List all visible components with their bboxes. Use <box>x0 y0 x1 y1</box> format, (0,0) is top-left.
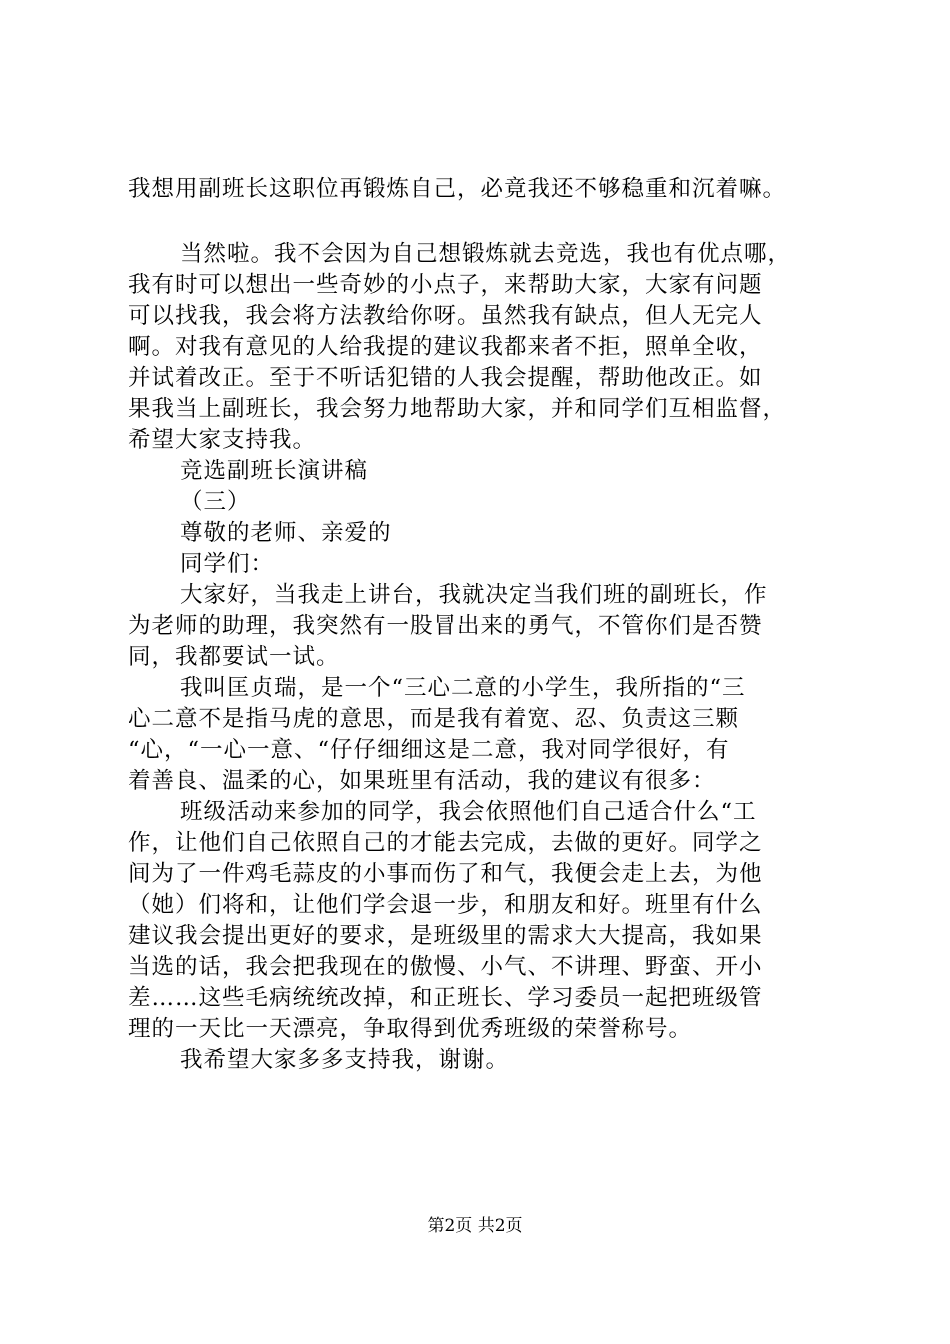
first-line-block <box>128 174 848 205</box>
text-line: 为老师的助理，我突然有一股冒出来的勇气，不管你们是否赞 <box>128 613 763 639</box>
text-line: 当然啦。我不会因为自己想锻炼就去竞选，我也有优点哪， <box>180 241 792 267</box>
text-line: 建议我会提出更好的要求，是班级里的需求大大提高，我如果 <box>128 923 763 949</box>
text-line: 同，我都要试一试。 <box>128 644 340 670</box>
section-number: （三） <box>180 489 251 515</box>
text-line: 可以找我，我会将方法教给你呀。虽然我有缺点，但人无完人 <box>128 303 763 329</box>
text-line: 我叫匡贞瑞，是一个“三心二意的小学生，我所指的“三 <box>180 675 746 701</box>
text-line: 并试着改正。至于不听话犯错的人我会提醒，帮助他改正。如 <box>128 365 763 391</box>
salutation: 尊敬的老师、亲爱的 <box>180 520 392 546</box>
text-line: （她）们将和，让他们学会退一步，和朋友和好。班里有什么 <box>128 892 763 918</box>
closing-line: 我希望大家多多支持我，谢谢。 <box>180 1047 510 1073</box>
text-line: 我有时可以想出一些奇妙的小点子，来帮助大家，大家有问题 <box>128 272 763 298</box>
text-line: 希望大家支持我。 <box>128 427 317 453</box>
page-footer <box>0 1214 950 1238</box>
text-line: “心，“一心一意、“仔仔细细这是二意，我对同学很好，有 <box>128 737 730 763</box>
body-text <box>128 239 848 1076</box>
text-line: 着善良、温柔的心，如果班里有活动，我的建议有很多： <box>128 768 716 794</box>
text-line: 班级活动来参加的同学，我会依照他们自己适合什么“工 <box>180 799 757 825</box>
text-line: 果我当上副班长，我会努力地帮助大家，并和同学们互相监督， <box>128 396 787 422</box>
text-line: 啊。对我有意见的人给我提的建议我都来者不拒，照单全收， <box>128 334 763 360</box>
text-line: 当选的话，我会把我现在的傲慢、小气、不讲理、野蛮、开小 <box>128 954 763 980</box>
text-line: 我想用副班长这职位再锻炼自己，必竟我还不够稳重和沉着嘛。 <box>128 176 787 202</box>
section-title: 竞选副班长演讲稿 <box>180 458 369 484</box>
text-line: 理的一天比一天漂亮，争取得到优秀班级的荣誉称号。 <box>128 1016 693 1042</box>
salutation: 同学们： <box>180 551 275 577</box>
text-line: 间为了一件鸡毛蒜皮的小事而伤了和气，我便会走上去，为他 <box>128 861 763 887</box>
text-line: 差……这些毛病统统改掉，和正班长、学习委员一起把班级管 <box>128 985 763 1011</box>
text-line: 作，让他们自己依照自己的才能去完成，去做的更好。同学之 <box>128 830 763 856</box>
page-number-label: 第2页 共2页 <box>427 1216 523 1236</box>
text-line: 心二意不是指马虎的意思，而是我有着宽、忍、负责这三颗 <box>128 706 740 732</box>
text-line: 大家好，当我走上讲台，我就决定当我们班的副班长，作 <box>180 582 768 608</box>
